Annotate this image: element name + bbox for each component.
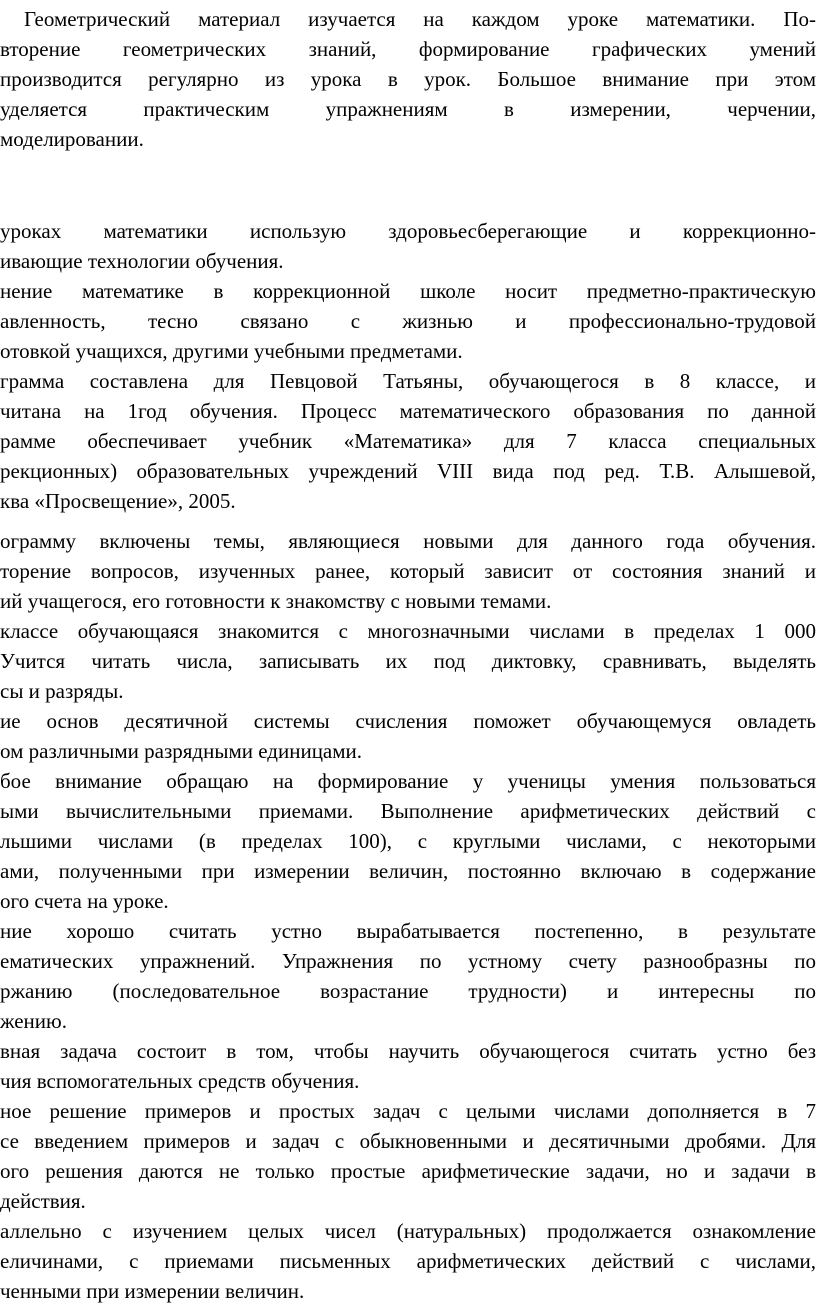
text-line: ограмму включены темы, являющиеся новыми для данного года обучения. bbox=[0, 529, 816, 553]
text-line: ржанию (последовательное возрастание трудности) и интересны по bbox=[0, 979, 816, 1003]
text-line: ченными при измерении величин. bbox=[0, 1279, 305, 1303]
text-line: Геометрический материал изучается на каждом уроке математики. По- bbox=[24, 7, 816, 31]
paragraph-geometry bbox=[0, 4, 816, 154]
text-line: моделировании. bbox=[0, 127, 144, 151]
text-line: читана на 1год обучения. Процесс математического образования по данной bbox=[0, 399, 816, 423]
text-line: ого счета на уроке. bbox=[0, 889, 169, 913]
text-line: производится регулярно из урока в урок. Большое внимание при этом bbox=[0, 67, 816, 91]
text-line: авленность, тесно связано с жизнью и профессионально-трудовой bbox=[0, 309, 816, 333]
text-line: рекционных) образовательных учреждений VIII вида под ред. Т.В. Алышевой, bbox=[0, 459, 816, 483]
text-line: вная задача состоит в том, чтобы научить обучающегося считать устно без bbox=[0, 1039, 816, 1063]
text-line: сы и разряды. bbox=[0, 679, 124, 703]
text-line: ние хорошо считать устно вырабатывается постепенно, в результате bbox=[0, 919, 816, 943]
text-line: чия вспомогательных средств обучения. bbox=[0, 1069, 360, 1093]
text-line: ное решение примеров и простых задач с целыми числами дополняется в 7 bbox=[0, 1099, 816, 1123]
text-line: Учится читать числа, записывать их под диктовку, сравнивать, выделять bbox=[0, 649, 816, 673]
text-line: грамма составлена для Певцовой Татьяны, обучающегося в 8 классе, и bbox=[0, 369, 816, 393]
paragraph-technologies bbox=[0, 216, 816, 516]
text-line: ивающие технологии обучения. bbox=[0, 249, 284, 273]
text-line: жению. bbox=[0, 1009, 67, 1033]
text-line: аллельно с изучением целых чисел (натуральных) продолжается ознакомление bbox=[0, 1219, 816, 1243]
text-line: се введением примеров и задач с обыкновенными и десятичными дробями. Для bbox=[0, 1129, 816, 1153]
text-line: ий учащегося, его готовности к знакомству с новыми темами. bbox=[0, 589, 552, 613]
text-line: ами, полученными при измерении величин, постоянно включаю в содержание bbox=[0, 859, 816, 883]
text-line: уроках математики использую здоровьесберегающие и коррекционно- bbox=[0, 219, 816, 243]
text-line: классе обучающаяся знакомится с многозначными числами в пределах 1 000 bbox=[0, 619, 816, 643]
text-line: ематических упражнений. Упражнения по устному счету разнообразны по bbox=[0, 949, 816, 973]
text-line: ом различными разрядными единицами. bbox=[0, 739, 363, 763]
text-line: ие основ десятичной системы счисления поможет обучающемуся овладеть bbox=[0, 709, 816, 733]
text-line: льшими числами (в пределах 100), с круглыми числами, с некоторыми bbox=[0, 829, 816, 853]
paragraph-program-topics bbox=[0, 526, 816, 1306]
text-line: вторение геометрических знаний, формирование графических умений bbox=[0, 37, 816, 61]
text-line: ого решения даются не только простые арифметические задачи, но и задачи в bbox=[0, 1159, 816, 1183]
text-line: ква «Просвещение», 2005. bbox=[0, 489, 236, 513]
text-line: действия. bbox=[0, 1189, 86, 1213]
text-line: уделяется практическим упражнениям в измерении, черчении, bbox=[0, 97, 816, 121]
text-line: рамме обеспечивает учебник «Математика» для 7 класса специальных bbox=[0, 429, 816, 453]
text-line: еличинами, с приемами письменных арифметических действий с числами, bbox=[0, 1249, 816, 1273]
text-line: нение математике в коррекционной школе носит предметно-практическую bbox=[0, 279, 816, 303]
text-line: отовкой учащихся, другими учебными предметами. bbox=[0, 339, 463, 363]
text-line: бое внимание обращаю на формирование у ученицы умения пользоваться bbox=[0, 769, 816, 793]
text-line: ыми вычислительными приемами. Выполнение арифметических действий с bbox=[0, 799, 816, 823]
text-line: торение вопросов, изученных ранее, который зависит от состояния знаний и bbox=[0, 559, 816, 583]
